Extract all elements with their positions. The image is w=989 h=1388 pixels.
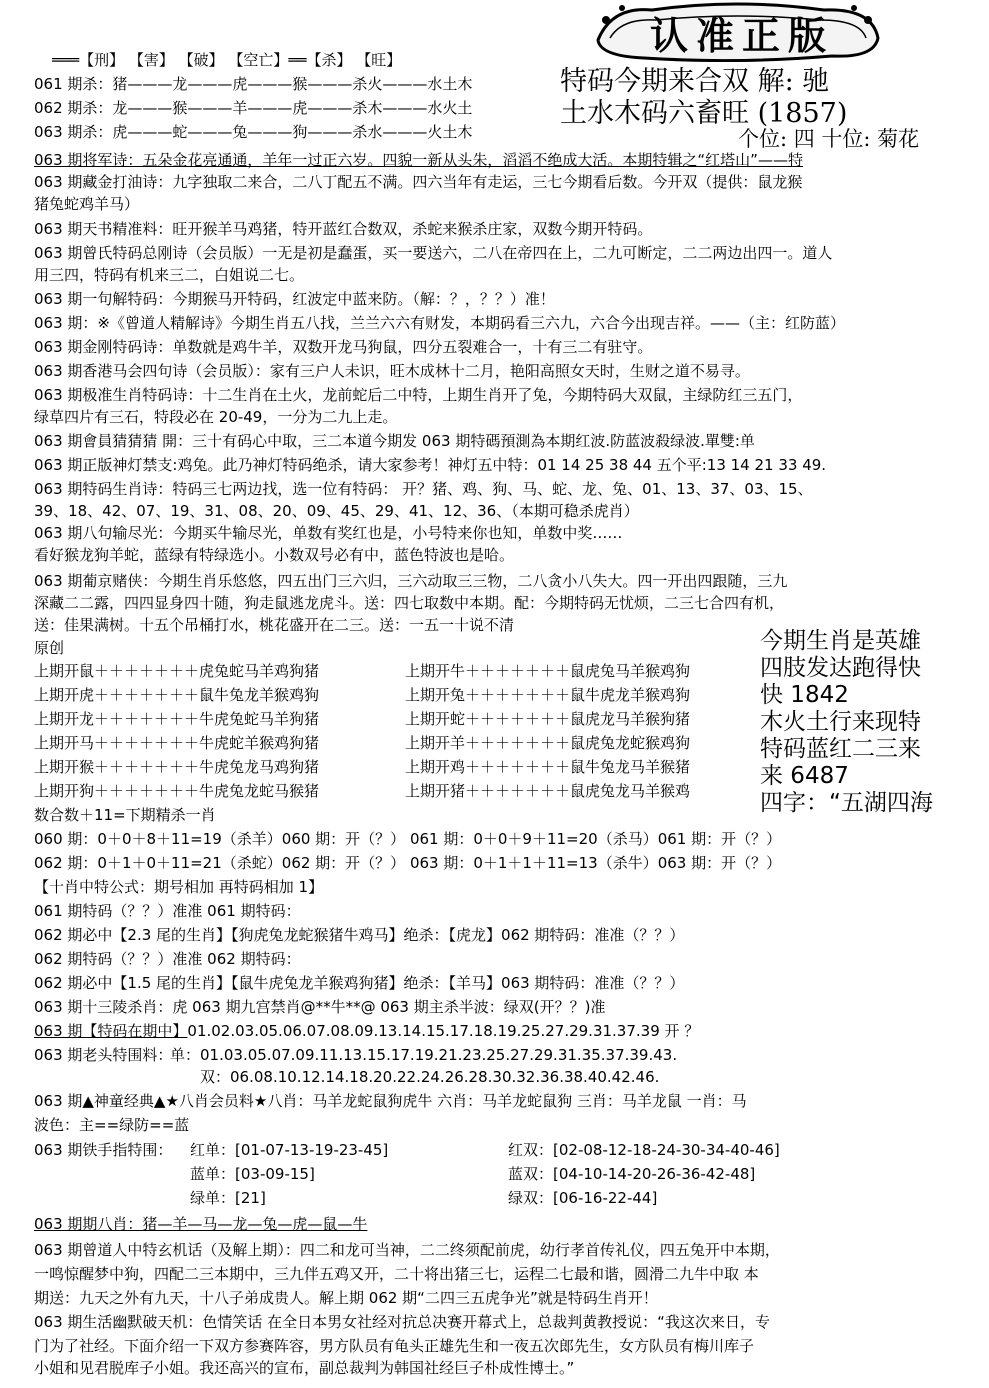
zodiac-row-right: 上期开羊＋＋＋＋＋＋＋鼠虎兔龙蛇猴鸡狗 (405, 734, 691, 752)
header-row: ═══【刑】 【害】 【破】 【空亡】══【杀】 【旺】 (52, 51, 402, 69)
paragraph-line: 063 期正版神灯禁支:鸡兔。此乃神灯特码绝杀，请大家参考！神灯五中特：01 14 25 38 44 五个平:13 14 21 33 49. (34, 456, 827, 474)
side-box-line: 特码蓝红二三来 (760, 736, 921, 762)
zodiac-row-right: 上期开兔＋＋＋＋＋＋＋鼠牛虎龙羊猴鸡狗 (405, 686, 691, 704)
paragraph-line: 看好猴龙狗羊蛇，蓝绿有特绿选小。小数双号必有中，蓝色特波也是哈。 (34, 546, 515, 564)
zodiac-row-left: 上期开龙＋＋＋＋＋＋＋牛虎兔蛇马羊狗猪 (34, 710, 320, 728)
zodiac-row-left: 上期开鼠＋＋＋＋＋＋＋虎兔蛇马羊鸡狗猪 (34, 662, 320, 680)
tieshou-hongshuang: 红双：[02-08-12-18-24-30-34-40-46] (508, 1141, 780, 1159)
paragraph-line: 063 期八句输尽光：今期买牛输尽光，单数有奖红也是，小号特来你也知，单数中奖…… (34, 524, 623, 542)
side-box-line: 四字：“五湖四海 (760, 790, 933, 816)
tezai-numbers: 01.02.03.05.06.07.08.09.13.14.15.17.18.19.25.27.29.31.37.39 开 ？ (187, 1022, 700, 1040)
formula-line: 063 期十三陵杀肖：虎 063 期九宫禁肖@**牛**@ 063 期主杀半波：绿双(开？？)准 (34, 998, 606, 1016)
shentong-line: 063 期▲神童经典▲★八肖会员料★八肖：马羊龙蛇鼠狗虎牛 六肖：马羊龙蛇鼠狗 三肖：马羊龙鼠 一肖：马 (34, 1092, 747, 1110)
kill-row-062: 062 期杀：龙———猴———羊———虎———杀木———水火土 (34, 99, 473, 117)
tieshou-hongdan: 红单：[01-07-13-19-23-45] (190, 1141, 389, 1159)
paragraph-line: 063 期：※《曾道人精解诗》今期生肖五八找，兰兰六六有财发，本期码看三六九，六合今出现吉祥。——（主：红防蓝） (34, 314, 845, 332)
paragraph-line: 063 期會員猜猜猜 開：三十有码心中取，三二本道今期发 063 期特碼預測為本期红波.防蓝波殺绿波.單雙:单 (34, 432, 755, 450)
tail-line: 门为了社经。下面介绍一下双方参赛阵容，男方队员有龟头正雄先生和一夜五次郎先生，女方队员有梅川库子 (34, 1337, 755, 1355)
tail-line: 一鸣惊醒梦中狗，四配二三本期中，三九伴五鸡又开，二十将出猪三七，运程二七最和谐，圆滑二九牛中取 本 (34, 1265, 759, 1283)
side-box-line: 来 6487 (760, 763, 849, 789)
brand-logo (592, 0, 882, 62)
paragraph-line: 063 期藏金打油诗：九字独取二来合，二八丁配五不满。四六当年有走运，三七今期看后数。今开双（提供：鼠龙猴 (34, 173, 803, 191)
paragraph-line: 063 期特码生肖诗：特码三七两边找，选一位有特码： 开？猪、鸡、狗、马、蛇、龙、兔、01、13、37、03、15、 (34, 480, 813, 498)
formula-line: 060 期：0＋0＋8＋11=19（杀羊）060 期：开（？） 061 期：0＋0＋9＋11=20（杀马）061 期：开（？） (34, 830, 782, 848)
paragraph-line: 猪兔蛇鸡羊马） (34, 195, 140, 213)
handwritten-line-1: 特码今期来合双 解: 驰 (560, 66, 830, 97)
side-box-line: 今期生肖是英雄 (760, 628, 921, 654)
zodiac-row-right: 上期开牛＋＋＋＋＋＋＋鼠虎兔马羊猴鸡狗 (405, 662, 691, 680)
paragraph-line: 063 期曾氏特码总刚诗（会员版）一无是初是蠢蛋，买一要送六，二八在帝四在上，二九可断定，二二两边出四一。道人 (34, 244, 833, 262)
zodiac-row-right: 上期开猪＋＋＋＋＋＋＋鼠虎兔龙马羊猴鸡 (405, 782, 691, 800)
paragraph-line: 063 期一句解特码：今期猴马开特码，红波定中蓝来防。（解：？，？？）准！ (34, 290, 555, 308)
formula-line: 062 期特码（？？）准准 062 期特码： (34, 950, 301, 968)
paragraph-line: 063 期葡京赌侠：今期生肖乐悠悠，四五出门三六归，三六动取三三物，二八贪小八失大。四一开出四跟随，三九 (34, 572, 788, 590)
formula-line: 数合数＋11=下期精杀一肖 (34, 806, 216, 824)
tail-line: 063 期生活幽默破天机：色情笑话 在全日本男女社经对抗总决赛开幕式上，总裁判黄教授说：“我这次来日，专 (34, 1313, 770, 1331)
zodiac-row-left: 上期开狗＋＋＋＋＋＋＋牛虎兔龙蛇马猴猪 (34, 782, 320, 800)
tezai-line (34, 1021, 699, 1042)
paragraph-line: 063 期将军诗：五朵金花亮通通，羊年一过正六岁。四貌一新从头朱，滔滔不绝成大活。本期特辑之“红塔山”——特 (34, 151, 803, 169)
tail-line: 063 期曾道人中特玄机话（及解上期）：四二和龙可当神，二二终须配前虎，幼行孝首传礼仪，四五兔开中本期， (34, 1241, 780, 1259)
paragraph-line: 063 期天书精准料：旺开猴羊马鸡猪，特开蓝红合数双，杀蛇来猴杀庄家，双数今期开特码。 (34, 220, 653, 238)
formula-line: 【十肖中特公式：期号相加 再特码相加 1】 (34, 878, 324, 896)
logo-text: 认准正版 (650, 13, 835, 58)
tieshou-lvshuang: 绿双：[06-16-22-44] (508, 1189, 658, 1207)
paragraph-line: 063 期金刚特码诗：单数就是鸡牛羊，双数开龙马狗鼠，四分五裂难合一，十有三二有驻守。 (34, 338, 653, 356)
paragraph-line: 用三四，特码有机来三二，白姐说二七。 (34, 266, 305, 284)
zodiac-row-left: 上期开马＋＋＋＋＋＋＋牛虎蛇羊猴鸡狗猪 (34, 734, 320, 752)
paragraph-line: 原创 (34, 639, 65, 657)
zodiac-row-right: 上期开鸡＋＋＋＋＋＋＋鼠牛兔龙马羊猴猪 (405, 758, 691, 776)
tezai-label: 063 期【特码在期中】 (34, 1022, 188, 1040)
formula-line: 062 期必中【1.5 尾的生肖】【鼠牛虎兔龙羊猴鸡狗猪】绝杀：【羊马】063 期特码：准准（？？） (34, 974, 685, 992)
kill-row-061: 061 期杀：猪———龙———虎———猴———杀火———水土木 (34, 75, 473, 93)
tieshou-lanshuang: 蓝双：[04-10-14-20-26-36-42-48] (508, 1165, 756, 1183)
laotou-shuang: 双：06.08.10.12.14.18.20.22.24.26.28.30.32.36.38.40.42.46. (200, 1068, 660, 1086)
paragraph-line: 063 期极准生肖特码诗：十二生肖在土火，龙前蛇后二中特，上期生肖开了兔，今期特码大双鼠，主绿防红三五门， (34, 386, 803, 404)
kill-row-063: 063 期杀：虎———蛇———兔———狗———杀水———火土木 (34, 123, 473, 141)
tail-line: 小姐和见君脱库子小姐。我还高兴的宣布，副总裁判为韩国社经巨子朴成性博士。” (34, 1359, 575, 1377)
paragraph-line: 39、18、42、07、19、31、08、20、09、45、29、41、12、36、（本期可稳杀虎肖） (34, 502, 639, 520)
side-box-line: 四肢发达跑得快 (760, 655, 921, 681)
zodiac-row-left: 上期开虎＋＋＋＋＋＋＋鼠牛兔龙羊猴鸡狗 (34, 686, 320, 704)
tieshou-lvdan: 绿单：[21] (190, 1189, 266, 1207)
laotou-label: 063 期老头特围料： (34, 1046, 173, 1064)
side-box-line: 木火土行来现特 (760, 709, 921, 735)
paragraph-line: 深藏二二露，四四显身四十随，狗走鼠逃龙虎斗。送：四七取数中本期。配：今期特码无忧烦，二三七合四有机， (34, 594, 785, 612)
paragraph-line: 063 期香港马会四句诗（会员版）：家有三户人未识，旺木成林十二月，艳阳高照女天时，生财之道不易寻。 (34, 362, 750, 380)
bose-line: 波色：主==绿防==蓝 (34, 1116, 190, 1134)
paragraph-line: 绿草四片有三石，特段必在 20-49，一分为二九上走。 (34, 408, 398, 426)
formula-line: 061 期特码（？？）准准 061 期特码： (34, 902, 301, 920)
baxiao-line: 063 期期八肖：猪—羊—马—龙—兔—虎—鼠—牛 (34, 1215, 368, 1233)
paragraph-line: 送：佳果满树。十五个吊桶打水，桃花盛开在二三。送：一五一十说不清 (34, 616, 515, 634)
tail-line: 期送：九天之外有九天，十八子弟成贵人。解上期 062 期“二四三五虎争光”就是特码生肖开！ (34, 1289, 658, 1307)
zodiac-row-left: 上期开猴＋＋＋＋＋＋＋牛虎兔龙马鸡狗猪 (34, 758, 320, 776)
handwritten-line-2: 土水木码六畜旺 (1857) (560, 98, 848, 129)
handwritten-line-3: 个位: 四 十位: 菊花 (738, 127, 920, 151)
formula-line: 062 期：0＋1＋0＋11=21（杀蛇）062 期：开（？） 063 期：0＋1＋1＋11=13（杀牛）063 期：开（？） (34, 854, 782, 872)
formula-line: 062 期必中【2.3 尾的生肖】【狗虎兔龙蛇猴猪牛鸡马】绝杀：【虎龙】062 期特码：准准（？？） (34, 926, 685, 944)
tieshou-landan: 蓝单：[03-09-15] (190, 1165, 315, 1183)
tieshou-label: 063 期铁手指特围： (34, 1141, 173, 1159)
side-box-line: 快 1842 (760, 682, 849, 708)
laotou-dan: 单：01.03.05.07.09.11.13.15.17.19.21.23.25.27.29.31.35.37.39.43. (170, 1046, 678, 1064)
zodiac-row-right: 上期开蛇＋＋＋＋＋＋＋鼠虎龙马羊猴狗猪 (405, 710, 691, 728)
